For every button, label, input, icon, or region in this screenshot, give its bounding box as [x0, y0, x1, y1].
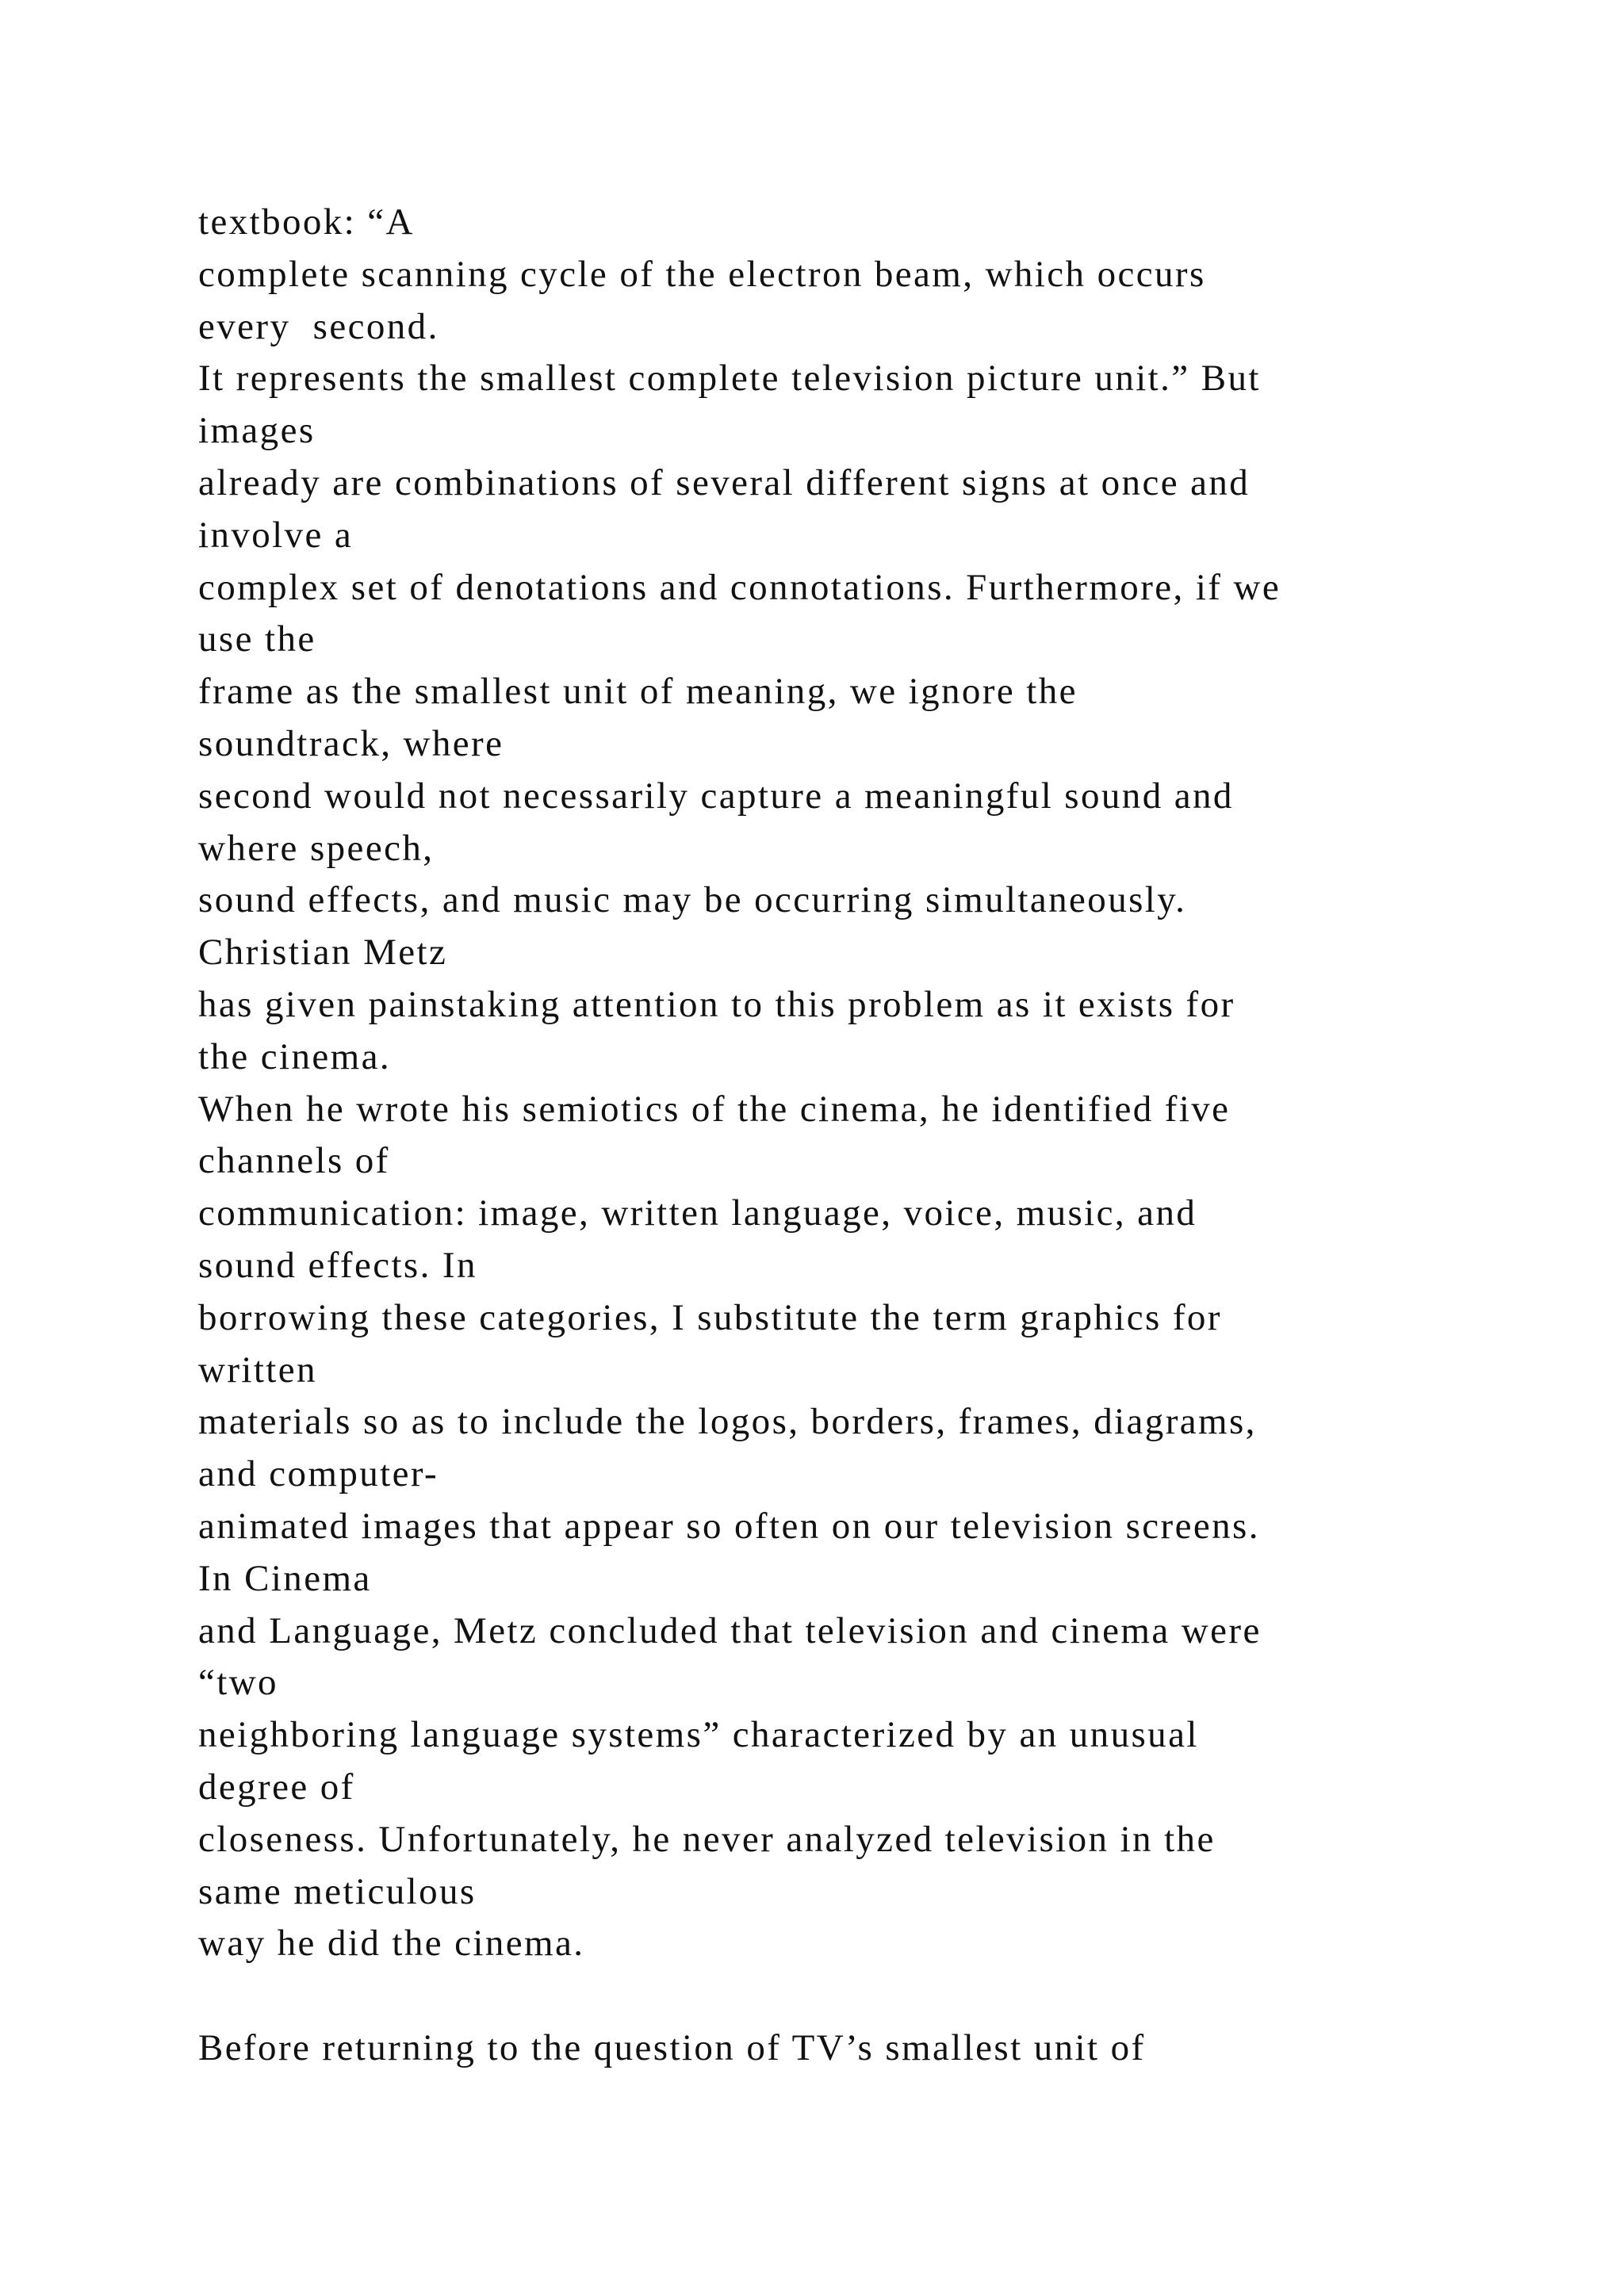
text-line: communication: image, written language, voice, music, and — [198, 1192, 1197, 1234]
text-line: involve a — [198, 514, 354, 556]
text-line: borrowing these categories, I substitute the term graphics for — [198, 1296, 1222, 1338]
blank-line — [198, 1970, 1546, 2022]
body-text — [198, 197, 1546, 2075]
text-line: When he wrote his semiotics of the cinema, he identified five — [198, 1088, 1231, 1130]
text-line: already are combinations of several different signs at once and — [198, 461, 1251, 503]
text-line: Christian Metz — [198, 932, 448, 974]
text-line: Before returning to the question of TV’s smallest unit of — [198, 2026, 1146, 2068]
text-line: channels of — [198, 1140, 390, 1182]
text-line: materials so as to include the logos, borders, frames, diagrams, — [198, 1401, 1257, 1443]
text-line: same meticulous — [198, 1870, 477, 1912]
text-line: complete scanning cycle of the electron beam, which occurs — [198, 253, 1206, 295]
text-line: way he did the cinema. — [198, 1923, 585, 1965]
text-line: “two — [198, 1662, 278, 1704]
text-line: frame as the smallest unit of meaning, we ignore the — [198, 671, 1078, 713]
text-line: complex set of denotations and connotations. Furthermore, if we — [198, 566, 1281, 608]
text-line: and Language, Metz concluded that television and cinema were — [198, 1609, 1262, 1651]
text-line: In Cinema — [198, 1557, 372, 1599]
text-line: soundtrack, where — [198, 722, 504, 764]
text-line: written — [198, 1349, 317, 1391]
text-line: animated images that appear so often on our television screens. — [198, 1505, 1260, 1547]
text-line: every second. — [198, 305, 439, 347]
text-line: sound effects, and music may be occurring simultaneously. — [198, 879, 1187, 921]
text-line: and computer- — [198, 1453, 439, 1495]
text-line: the cinema. — [198, 1035, 392, 1077]
text-line: where speech, — [198, 827, 435, 869]
text-line: degree of — [198, 1766, 355, 1808]
text-line: has given painstaking attention to this problem as it exists for — [198, 983, 1235, 1025]
text-line: images — [198, 410, 316, 452]
text-line: textbook: “A — [198, 201, 415, 243]
text-line: sound effects. In — [198, 1244, 477, 1286]
text-line: neighboring language systems” characterized by an unusual — [198, 1714, 1199, 1756]
text-line: closeness. Unfortunately, he never analyzed television in the — [198, 1818, 1216, 1860]
text-line: second would not necessarily capture a meaningful sound and — [198, 775, 1234, 817]
text-line: It represents the smallest complete television picture unit.” But — [198, 358, 1261, 400]
text-line: use the — [198, 618, 316, 660]
